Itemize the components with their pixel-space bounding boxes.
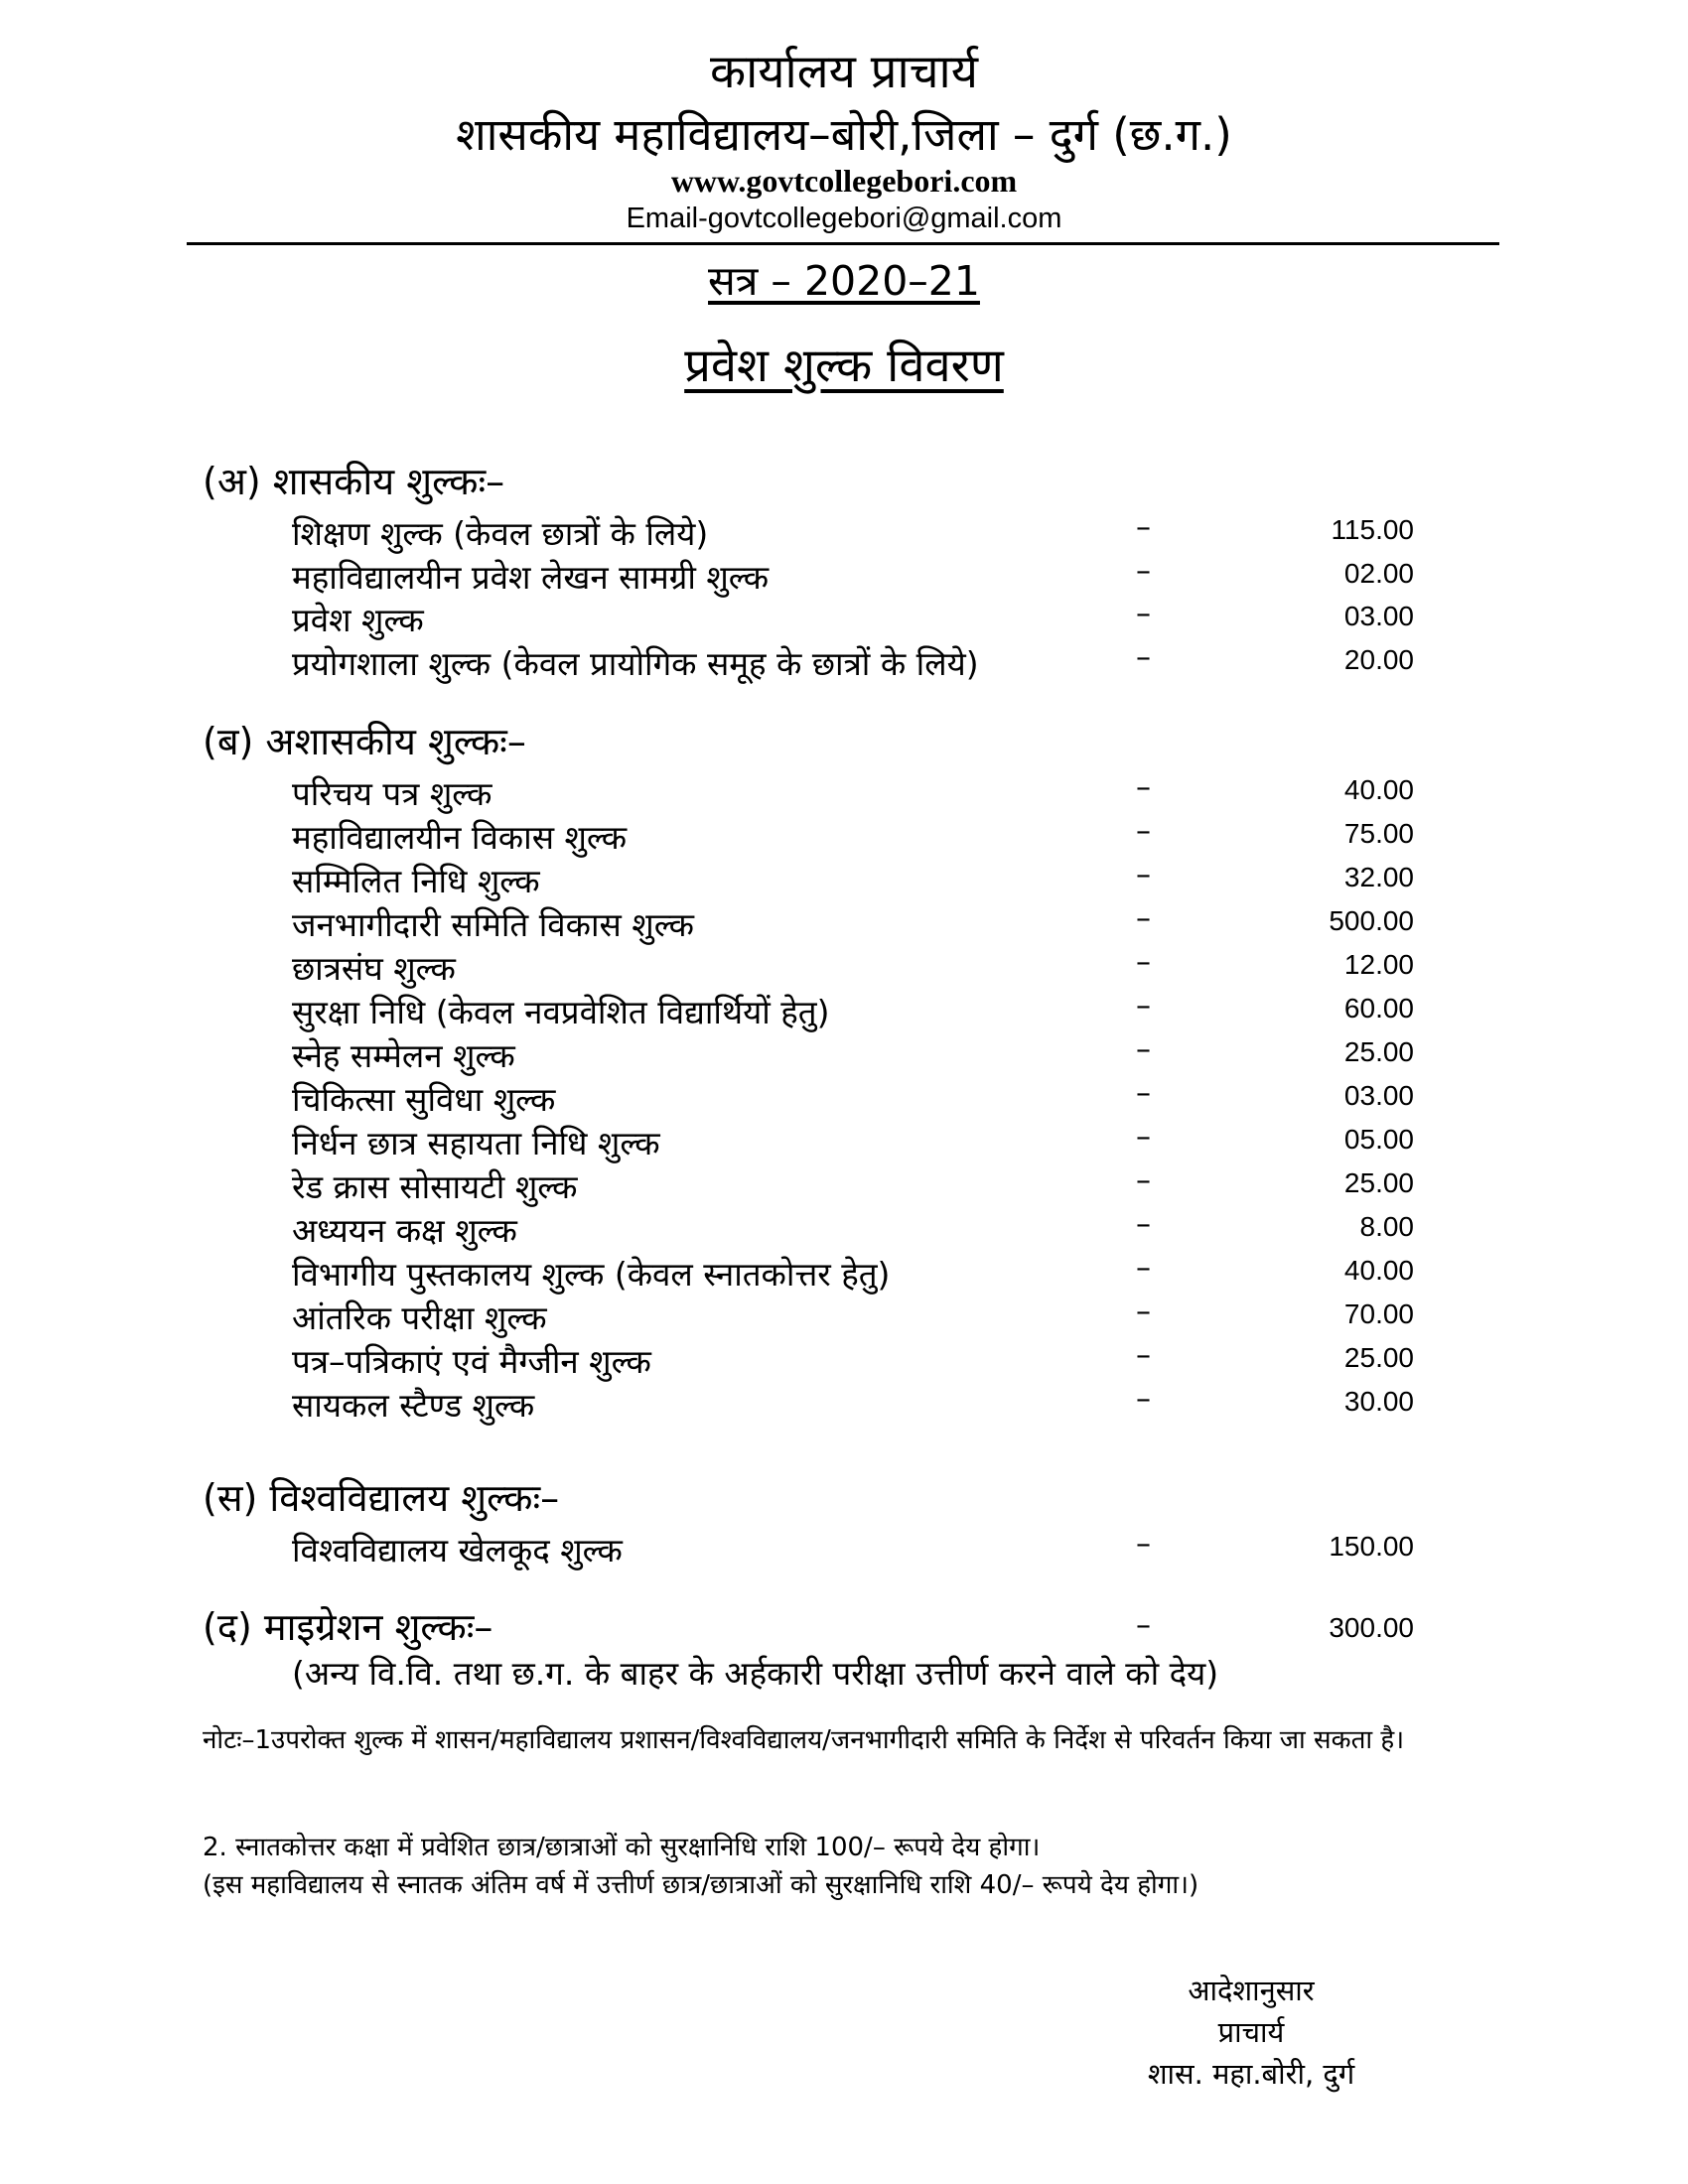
fee-amount: 25.00 — [1343, 1342, 1414, 1373]
fee-dash: – — [1136, 1120, 1151, 1155]
fee-row — [292, 510, 1414, 552]
fee-label: निर्धन छात्र सहायता निधि शुल्क — [292, 1124, 660, 1162]
fee-dash: – — [1136, 770, 1151, 805]
fee-label: सुरक्षा निधि (केवल नवप्रवेशित विद्यार्थियों हेतु) — [292, 993, 830, 1031]
fee-amount: 20.00 — [1343, 644, 1414, 675]
fee-amount: 8.00 — [1359, 1211, 1414, 1242]
fee-row — [292, 597, 1414, 638]
fee-amount: 70.00 — [1343, 1298, 1414, 1329]
fee-label: सम्मिलित निधि शुल्क — [292, 862, 540, 900]
fee-label: प्रवेश शुल्क — [292, 601, 424, 639]
fee-row — [292, 1163, 1414, 1205]
fee-label: विश्वविद्यालय खेलकूद शुल्क — [292, 1531, 623, 1570]
fee-dash: – — [1136, 1338, 1151, 1373]
fee-amount: 75.00 — [1343, 818, 1414, 849]
fee-dash: – — [1136, 597, 1151, 631]
fee-amount: 05.00 — [1343, 1124, 1414, 1155]
fee-amount: 03.00 — [1343, 601, 1414, 631]
fee-label: प्रयोगशाला शुल्क (केवल प्रायोगिक समूह के छात्रों के लिये) — [292, 644, 979, 683]
fee-label: सायकल स्टैण्ड शुल्क — [292, 1386, 535, 1425]
fee-row — [292, 1527, 1414, 1569]
fee-row — [292, 1120, 1414, 1161]
fee-dash: – — [1136, 989, 1151, 1024]
fee-amount: 25.00 — [1343, 1036, 1414, 1067]
office-heading: कार्यालय प्राचार्य — [710, 45, 978, 99]
note-2-line-1: 2. स्नातकोत्तर कक्षा में प्रवेशित छात्र/छात्राओं को सुरक्षानिधि राशि 100/– रूपये देय होगा। — [203, 1833, 1041, 1862]
fee-row — [292, 989, 1414, 1030]
college-name: शासकीय महाविद्यालय–बोरी,जिला – दुर्ग (छ.ग.) — [456, 108, 1232, 161]
fee-amount: 25.00 — [1343, 1167, 1414, 1198]
fee-dash: – — [1136, 640, 1151, 675]
section-heading-c: (स) विश्वविद्यालय शुल्कः– — [203, 1476, 560, 1520]
fee-dash: – — [1136, 814, 1151, 849]
note-2-line-2: (इस महाविद्यालय से स्नातक अंतिम वर्ष में उत्तीर्ण छात्र/छात्राओं को सुरक्षानिधि राशि 40/– रूपये देय होगा।) — [203, 1870, 1199, 1900]
fee-amount: 40.00 — [1343, 774, 1414, 805]
fee-row — [292, 640, 1414, 682]
section-heading-a: (अ) शासकीय शुल्कः– — [203, 460, 505, 503]
fee-label: रेड क्रास सोसायटी शुल्क — [292, 1167, 578, 1206]
fee-amount: 30.00 — [1343, 1386, 1414, 1417]
fee-dash: – — [1136, 1207, 1151, 1242]
fee-amount: 300.00 — [1329, 1612, 1414, 1643]
fee-amount: 500.00 — [1329, 905, 1414, 936]
fee-row — [292, 1032, 1414, 1074]
fee-amount: 32.00 — [1343, 862, 1414, 892]
migration-fee-row — [292, 1608, 1414, 1650]
fee-row — [292, 945, 1414, 987]
fee-amount: 03.00 — [1343, 1080, 1414, 1111]
fee-row — [292, 1382, 1414, 1424]
fee-amount: 40.00 — [1343, 1255, 1414, 1286]
fee-dash: – — [1136, 1527, 1151, 1562]
fee-dash: – — [1136, 510, 1151, 545]
header-divider — [187, 242, 1499, 245]
fee-label: परिचय पत्र शुल्क — [292, 774, 492, 813]
session-title: सत्र – 2020–21 — [708, 257, 980, 305]
fee-dash: – — [1136, 1382, 1151, 1417]
signature-line-3: शास. महा.बोरी, दुर्ग — [1147, 2057, 1355, 2091]
fee-label: अध्ययन कक्ष शुल्क — [292, 1211, 517, 1250]
note-1: नोटः–1उपरोक्त शुल्क में शासन/महाविद्यालय प्रशासन/विश्वविद्यालय/जनभागीदारी समिति के निर्देश से परिवर्तन किया जा सकता है। — [203, 1725, 1405, 1755]
fee-label: चिकित्सा सुविधा शुल्क — [292, 1080, 556, 1119]
fee-amount: 12.00 — [1343, 949, 1414, 980]
signature-line-2: प्राचार्य — [1217, 2015, 1285, 2049]
fee-dash: – — [1136, 945, 1151, 980]
signature-line-1: आदेशानुसार — [1188, 1974, 1315, 2007]
fee-row — [292, 1207, 1414, 1249]
fee-row — [292, 1251, 1414, 1293]
page-title: प्रवेश शुल्क विवरण — [684, 339, 1004, 393]
fee-amount: 02.00 — [1343, 558, 1414, 589]
fee-label: महाविद्यालयीन विकास शुल्क — [292, 818, 628, 857]
fee-label: महाविद्यालयीन प्रवेश लेखन सामग्री शुल्क — [292, 558, 770, 597]
fee-label: शिक्षण शुल्क (केवल छात्रों के लिये) — [292, 514, 709, 553]
fee-label: पत्र–पत्रिकाएं एवं मैग्जीन शुल्क — [292, 1342, 651, 1381]
fee-label: जनभागीदारी समिति विकास शुल्क — [292, 905, 694, 944]
fee-row — [292, 1338, 1414, 1380]
fee-amount: 115.00 — [1331, 514, 1414, 545]
fee-dash: – — [1136, 901, 1151, 936]
fee-dash: – — [1136, 1163, 1151, 1198]
fee-dash: – — [1136, 858, 1151, 892]
fee-row — [292, 770, 1414, 812]
website-text: www.govtcollegebori.com — [670, 163, 1018, 199]
migration-note: (अन्य वि.वि. तथा छ.ग. के बाहर के अर्हकारी परीक्षा उत्तीर्ण करने वाले को देय) — [292, 1654, 1219, 1693]
section-heading-b: (ब) अशासकीय शुल्कः– — [203, 720, 526, 763]
fee-dash: – — [1136, 1251, 1151, 1286]
fee-label: विभागीय पुस्तकालय शुल्क (केवल स्नातकोत्तर हेतु) — [292, 1255, 891, 1294]
fee-dash: – — [1136, 1295, 1151, 1329]
fee-row — [292, 1295, 1414, 1336]
fee-amount: 150.00 — [1329, 1531, 1414, 1562]
fee-dash: – — [1136, 1032, 1151, 1067]
fee-row — [292, 554, 1414, 596]
fee-row — [292, 858, 1414, 899]
note-2 — [203, 1829, 1493, 1904]
fee-row — [292, 901, 1414, 943]
fee-label: छात्रसंघ शुल्क — [292, 949, 456, 988]
fee-row — [292, 814, 1414, 856]
section-heading-d: (द) माइग्रेशन शुल्कः– — [203, 1605, 493, 1649]
fee-label: आंतरिक परीक्षा शुल्क — [292, 1298, 547, 1337]
fee-row — [292, 1076, 1414, 1118]
signature-block — [1072, 1970, 1430, 2095]
fee-dash: – — [1136, 1608, 1151, 1643]
fee-dash: – — [1136, 554, 1151, 589]
fee-amount: 60.00 — [1343, 993, 1414, 1024]
fee-label: स्नेह सम्मेलन शुल्क — [292, 1036, 515, 1075]
fee-dash: – — [1136, 1076, 1151, 1111]
email-text: Email-govtcollegebori@gmail.com — [626, 203, 1062, 234]
